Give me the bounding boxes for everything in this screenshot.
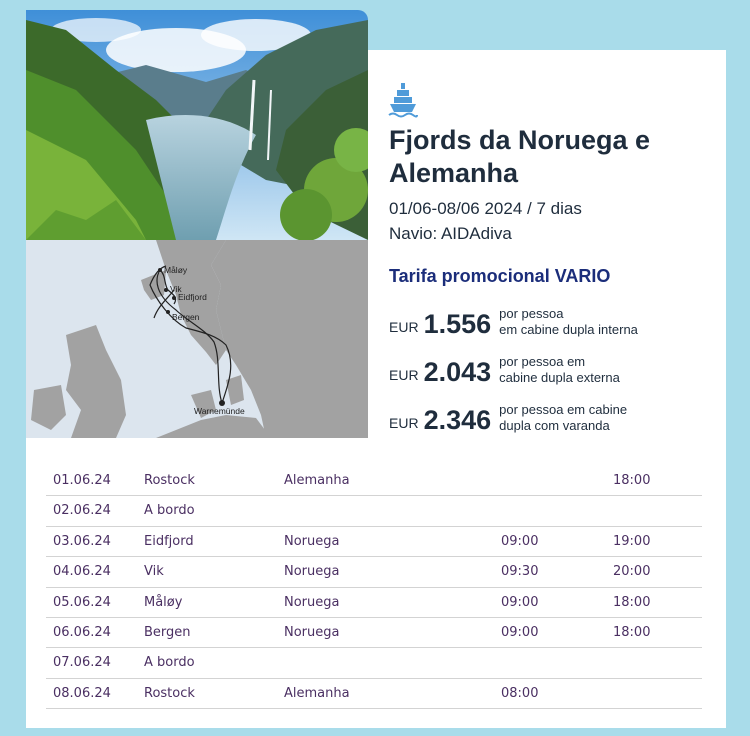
itinerary-date: 01.06.24 [53, 473, 111, 488]
itinerary-port: A bordo [144, 503, 195, 519]
table-row [46, 557, 702, 587]
itinerary-port: Rostock [144, 685, 195, 701]
map-label-warnemunde: Warnemünde [194, 406, 245, 416]
fjord-photo [26, 10, 368, 240]
price-currency: EUR [389, 367, 419, 383]
price-row-outside [389, 354, 620, 386]
itinerary-date: 07.06.24 [53, 655, 111, 671]
itinerary-country: Alemanha [284, 473, 350, 488]
tariff-title: Tarifa promocional VARIO [389, 266, 611, 286]
price-currency: EUR [389, 319, 419, 335]
itinerary-port: Vik [144, 564, 164, 580]
itinerary-date: 02.06.24 [53, 503, 111, 519]
map-label-eidfjord: Eidfjord [178, 292, 207, 302]
ship-name: Navio: AIDAdiva [389, 224, 512, 243]
price-description: por pessoa em cabine dupla externa [499, 354, 620, 385]
price-row-inside [389, 306, 638, 338]
itinerary-country: Noruega [284, 564, 340, 580]
route-map [26, 240, 368, 438]
itinerary-departure: 18:00 [613, 473, 651, 488]
table-row [46, 466, 702, 496]
itinerary-port: Bergen [144, 624, 191, 640]
itinerary-port: Rostock [144, 473, 195, 488]
table-row [46, 648, 702, 678]
itinerary-date: 05.06.24 [53, 594, 111, 610]
price-amount: 2.346 [423, 405, 492, 435]
itinerary-arrival: 09:00 [501, 594, 539, 610]
table-row [46, 496, 702, 526]
itinerary-arrival: 08:00 [501, 685, 539, 701]
itinerary-arrival: 09:30 [501, 564, 539, 580]
map-label-vik: Vik [170, 284, 182, 294]
itinerary-port: Måløy [144, 594, 183, 610]
itinerary-date: 06.06.24 [53, 624, 111, 640]
itinerary-port: A bordo [144, 655, 195, 671]
cruise-dates: 01/06-08/06 2024 / 7 dias [389, 199, 582, 218]
price-row-balcony [389, 402, 627, 434]
table-row [46, 527, 702, 557]
itinerary-port: Eidfjord [144, 533, 194, 549]
ship-icon [388, 82, 418, 118]
price-description: por pessoa em cabine dupla interna [499, 306, 638, 337]
table-row [46, 618, 702, 648]
itinerary-date: 03.06.24 [53, 533, 111, 549]
itinerary-arrival: 09:00 [501, 533, 539, 549]
price-description: por pessoa em cabine dupla com varanda [499, 402, 628, 433]
itinerary-table [46, 466, 702, 709]
itinerary-date: 08.06.24 [53, 685, 111, 701]
itinerary-departure: 18:00 [613, 624, 651, 640]
price-amount: 2.043 [423, 357, 492, 387]
map-label-maloy: Måløy [164, 265, 188, 275]
itinerary-country: Noruega [284, 594, 340, 610]
itinerary-date: 04.06.24 [53, 564, 111, 580]
price-currency: EUR [389, 415, 419, 431]
itinerary-departure: 18:00 [613, 594, 651, 610]
itinerary-country: Alemanha [284, 685, 350, 701]
itinerary-departure: 20:00 [613, 564, 651, 580]
itinerary-departure: 19:00 [613, 533, 651, 549]
map-label-bergen: Bergen [172, 312, 200, 322]
table-row [46, 679, 702, 709]
table-row [46, 588, 702, 618]
itinerary-country: Noruega [284, 533, 340, 549]
itinerary-arrival: 09:00 [501, 624, 539, 640]
price-amount: 1.556 [423, 309, 492, 339]
cruise-title: Fjords da Noruega e Alemanha [389, 125, 651, 188]
itinerary-country: Noruega [284, 624, 340, 640]
